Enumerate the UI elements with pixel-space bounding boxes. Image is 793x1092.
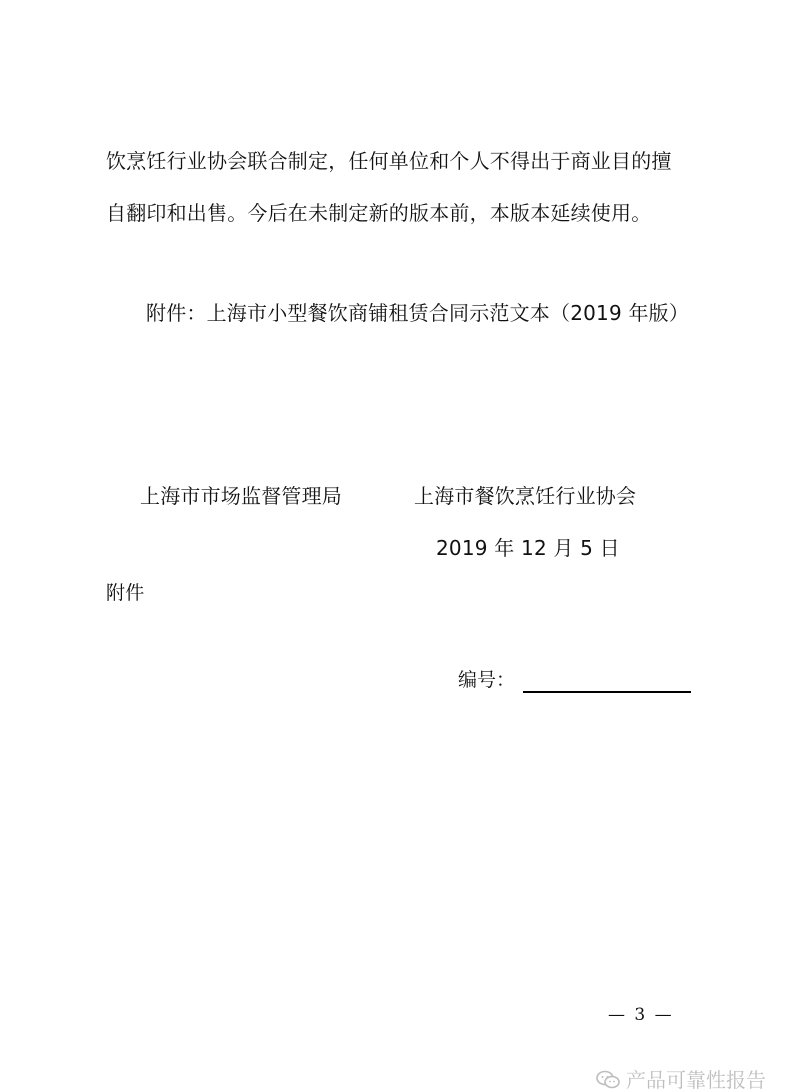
page-number: — 3 — xyxy=(608,1005,674,1025)
attachment-reference: 附件：上海市小型餐饮商铺租赁合同示范文本（2019 年版） xyxy=(146,301,690,325)
body-paragraph-line-1: 饮烹饪行业协会联合制定，任何单位和个人不得出于商业目的擅 xyxy=(106,149,672,173)
issuer-market-regulation-bureau: 上海市市场监督管理局 xyxy=(140,484,342,508)
issuer-catering-association: 上海市餐饮烹饪行业协会 xyxy=(414,484,637,508)
attachment-label: 附件 xyxy=(106,582,145,604)
watermark-text: 产品可靠性报告 xyxy=(626,1068,766,1092)
contract-number-label: 编号： xyxy=(458,669,516,691)
contract-number-row xyxy=(458,665,691,693)
wechat-icon xyxy=(596,1070,620,1090)
contract-number-blank-line xyxy=(523,667,691,693)
body-paragraph-line-2: 自翻印和出售。今后在未制定新的版本前，本版本延续使用。 xyxy=(106,201,652,225)
watermark xyxy=(596,1068,766,1092)
issue-date: 2019 年 12 月 5 日 xyxy=(436,536,620,560)
